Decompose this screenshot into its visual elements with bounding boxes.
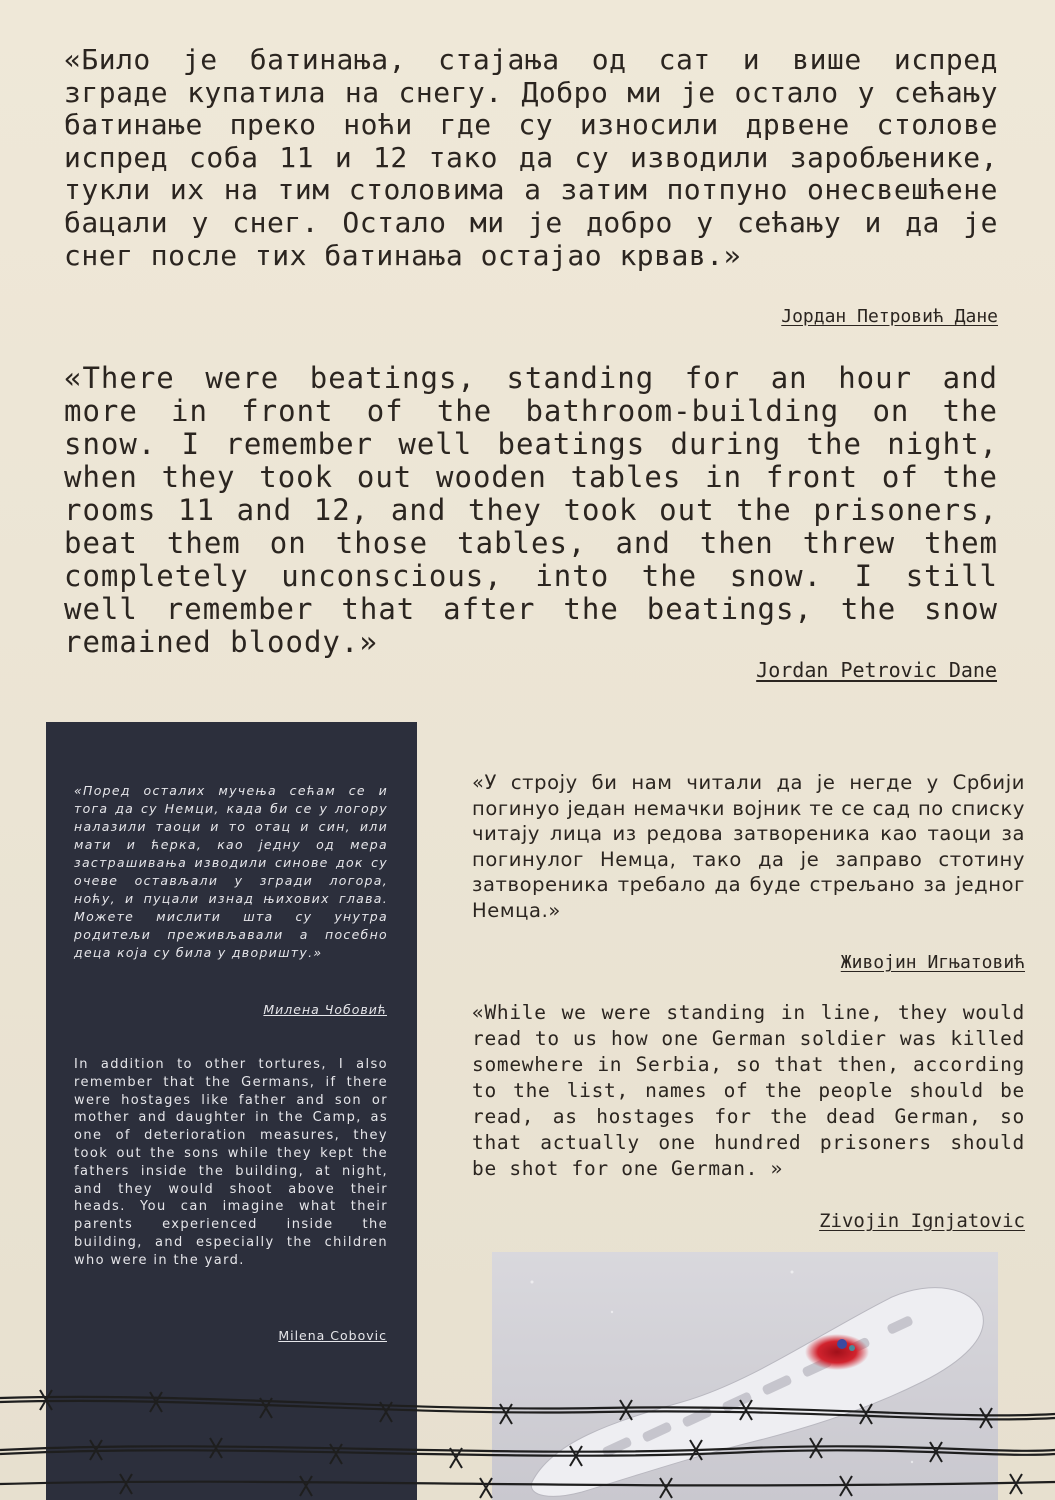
author-jordan-serbian: Јордан Петровић Дане <box>781 306 998 327</box>
author-milena-serbian: Милена Чобовић <box>263 1002 387 1017</box>
quote-serbian-main: «Било је батинања, стајања од сат и више испред зграде купатила на снегу. Добро ми је остало у сећању батинање преко ноћи где су износили дрвене столове испред соба 11 и 12 тако да су изводили заробљенике, тукли их на тим столовима а затим потпуно онесвешћене бацали у снег. Остало ми је добро у сећању и да је снег после тих батинања остајао крвав.» <box>64 43 998 272</box>
quote-zivojin-serbian: «У строју би нам читали да је негде у Србији погинуо један немачки војник те се сад по списку читају лица из редова затвореника као таоци за погинулог Немца, тако да је заправо стотину затвореника требало да буде стрељано за једног Немца.» <box>472 771 1025 922</box>
bloody-snow-footprint-photo <box>492 1252 998 1500</box>
author-milena-english: Milena Cobovic <box>278 1328 387 1343</box>
author-zivojin-english: Zivojin Ignjatovic <box>819 1210 1025 1232</box>
quote-zivojin-english: «While we were standing in line, they would read to us how one German soldier was killed somewhere in Serbia, so that then, according to the list, names of the people should be read, as hostages for the dead German, so that actually one hundred prisoners should be shot for one German. » <box>472 1001 1025 1180</box>
quote-english-main: «There were beatings, standing for an hour and more in front of the bathroom-building on the snow. I remember well beatings during the night, when they took out wooden tables in front of the rooms 11 and 12, and they took out the prisoners, beat them on those tables, and then threw them completely unconscious, into the snow. I still well remember that after the beatings, the snow remained bloody.» <box>64 361 998 659</box>
dark-quote-panel <box>46 722 417 1500</box>
quote-milena-english: In addition to other tortures, I also remember that the Germans, if there were hostages like father and son or mother and daughter in the Camp, as one of deterioration measures, they took out the sons while they kept the fathers inside the building, at night, and they would shoot above their heads. You can imagine what their parents experienced inside the building, and especially the children who were in the yard. <box>74 1057 388 1268</box>
quote-milena-serbian: «Поред осталих мучења сећам се и тога да су Немци, када би се у логору налазили таоци и то отац и син, или мати и ћерка, као једну од мера застрашивања изводили синове док су очеве остављали у згради логора, ноћу, и пуцали изнад њихових глава. Можете мислити шта су унутра родитељи преживљавали а посебно деца која су била у дворишту.» <box>74 783 388 960</box>
author-jordan-english: Jordan Petrovic Dane <box>756 658 997 682</box>
author-zivojin-serbian: Живојин Игњатовић <box>840 952 1025 973</box>
